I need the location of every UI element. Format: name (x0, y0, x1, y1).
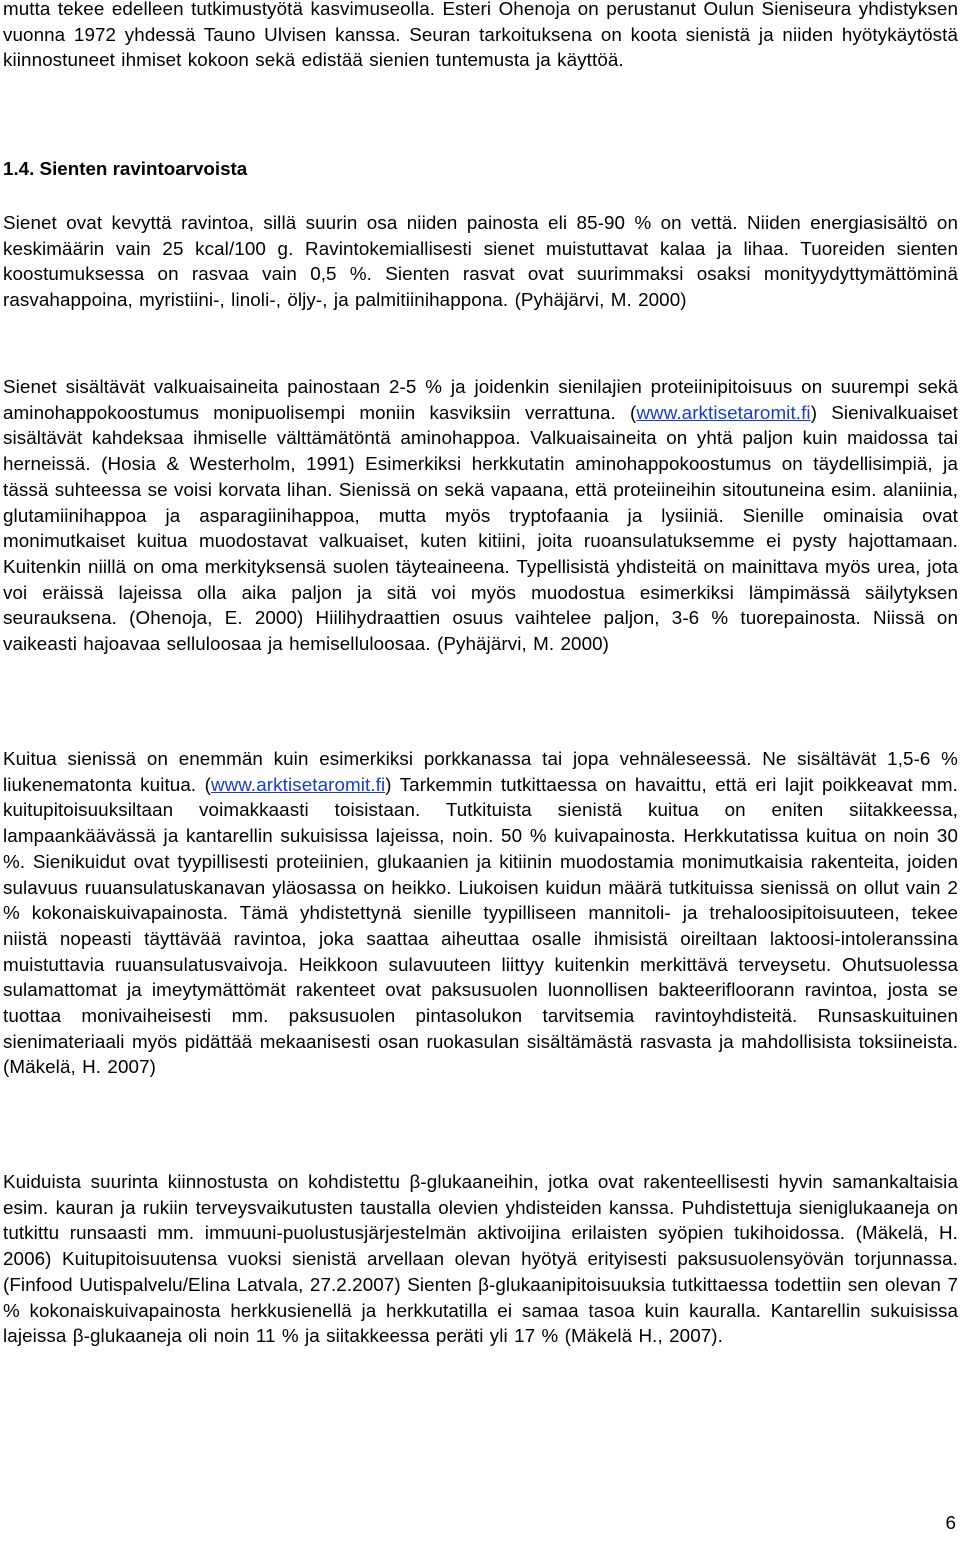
section-heading: 1.4. Sienten ravintoarvoista (3, 158, 248, 179)
paragraph-nutrition: Sienet ovat kevyttä ravintoa, sillä suurin osa niiden painosta eli 85-90 % on vettä. Niiden energiasisältö on keskimäärin vain 25 kcal/100 g. Ravintokemiallisesti sienet muistuttavat kalaa ja lihaa. Tuoreiden sienten koostumuksessa on rasvaa vain 0,5 %. Sienten rasvat ovat suurimmaksi osaksi monityydyttymättöminä rasvahappoina, myristiini-, linoli-, öljy-, ja palmitiinihappona. (Pyhäjärvi, M. 2000) (3, 212, 958, 311)
paragraph-protein (3, 374, 958, 657)
paragraph-protein-text-b: ) Sienivalkuaiset sisältävät kahdeksaa ihmiselle välttämätöntä aminohappoa. Valkuaisaineita on yhtä paljon kuin maidossa tai herneissä. (Hosia & Westerholm, 1991) Esimerkiksi herkkutatin aminohappokoostumus on täydellisimpiä, ja tässä suhteessa se voisi korvata lihan. Sienissä on sekä vapaana, että proteiineihin sitoutuneina esim. alaniinia, glutamiinihappoa ja asparagiinihappoa, mutta myös tryptofaania ja lysiiniä. Sienille ominaisia ovat monimutkaiset kuitua muodostavat valkuaiset, kuten kitiini, joita ruoansulatuksemme ei pysty hajottamaan. Kuitenkin niillä on oma merkityksensä suolen täyteaineena. Typellisistä yhdisteitä on mainittava myös urea, jota voi eräissä lajeissa olla aika paljon ja sitä voi myös muodostua esimerkiksi lämpimässä säilytyksen seurauksena. (Ohenoja, E. 2000) Hiilihydraattien osuus vaihtelee paljon, 3-6 % tuorepainosta. Niissä on vaikeasti hajoavaa selluloosaa ja hemiselluloosaa. (Pyhäjärvi, M. 2000) (3, 401, 958, 655)
intro-paragraph: mutta tekee edelleen tutkimustyötä kasvimuseolla. Esteri Ohenoja on perustanut Oulun Sieniseura yhdistyksen vuonna 1972 yhdessä Tauno Ulvisen kanssa. Seuran tarkoituksena on koota sienistä ja niiden hyötykäytöstä kiinnostuneet ihmiset kokoon sekä edistää sienien tuntemusta ja käyttöä. (3, 0, 958, 71)
paragraph-protein-text-a: Sienet sisältävät valkuaisaineita painostaan 2-5 % ja joidenkin sienilajien proteiinipitoisuus on suurempi sekä aminohappokoostumus monipuolisempi moniin kasviksiin verrattuna. ( (3, 376, 958, 423)
paragraph-glucans: Kuiduista suurinta kiinnostusta on kohdistettu β-glukaaneihin, jotka ovat rakenteellisesti hyvin samankaltaisia esim. kauran ja rukiin terveysvaikutusten taustalla olevien yhdisteiden kanssa. Puhdistettuja sieniglukaaneja on tutkittu runsaasti mm. immuuni-puolustusjärjestelmän aktivoijina erilaisten syöpien tukihoidossa. (Mäkelä, H. 2006) Kuitupitoisuutensa vuoksi sienistä arvellaan olevan hyötyä erityisesti paksusuolensyövän torjunnassa. (Finfood Uutispalvelu/Elina Latvala, 27.2.2007) Sienten β-glukaanipitoisuuksia tutkittaessa todettiin sen olevan 7 % kokonaiskuivapainosta herkkusienellä ja herkkutatilla ei samaa tasoa kuin kauralla. Kantarellin sukuisissa lajeissa β-glukaaneja oli noin 11 % ja siitakkeessa peräti yli 17 % (Mäkelä H., 2007). (3, 1171, 958, 1347)
paragraph-fiber (3, 746, 958, 1080)
page-number: 6 (945, 1512, 956, 1533)
paragraph-fiber-text-b: ) Tarkemmin tutkittaessa on havaittu, että eri lajit poikkeavat mm. kuitupitoisuuksiltaan voimakkaasti toisistaan. Tutkituista sienistä kuitua on eniten siitakkeessa, lampaankäävässä ja kantarellin sukuisissa lajeissa, noin. 50 % kuivapainosta. Herkkutatissa kuitua on noin 30 %. Sienikuidut ovat tyypillisesti proteiinien, glukaanien ja kitiinin muodostamia monimutkaisia rakenteita, joiden sulavuus ruuansulatuskanavan yläosassa on heikko. Liukoisen kuidun määrä tutkituissa sienissä on ollut vain 2 % kokonaiskuivapainosta. Tämä yhdistettynä sienille tyypilliseen mannitoli- ja trehaloosipitoisuuteen, tekee niistä nopeasti täyttävää ravintoa, joka saattaa aiheuttaa osalle ihmisistä oireiltaan laktoosi-intoleranssina muistuttavia ruuansulatusvaivoja. Heikkoon sulavuuteen liittyy kuitenkin merkittävä terveysetu. Ohutsuolessa sulamattomat ja imeytymättömät rakenteet ovat paksusuolen luonnollisen bakteerifloorann ravintoa, josta se tuottaa monivaiheisesti mm. paksusuolen pintasolukon tarvitsemia ravintoyhdisteitä. Runsaskuituinen sienimateriaali myös pidättää mekaanisesti osan ruokasulan sisältämästä rasvasta ja mahdollisista toksiineista. (Mäkelä, H. 2007) (3, 773, 958, 1078)
arktisetaromit-link[interactable]: www.arktisetaromit.fi (636, 401, 811, 423)
paragraph-fiber-text-a: Kuitua sienissä on enemmän kuin esimerkiksi porkkanassa tai jopa vehnäleseessä. Ne sisältävät 1,5-6 % liukenematonta kuitua. ( (3, 748, 958, 795)
arktisetaromit-link[interactable]: www.arktisetaromit.fi (210, 773, 386, 795)
